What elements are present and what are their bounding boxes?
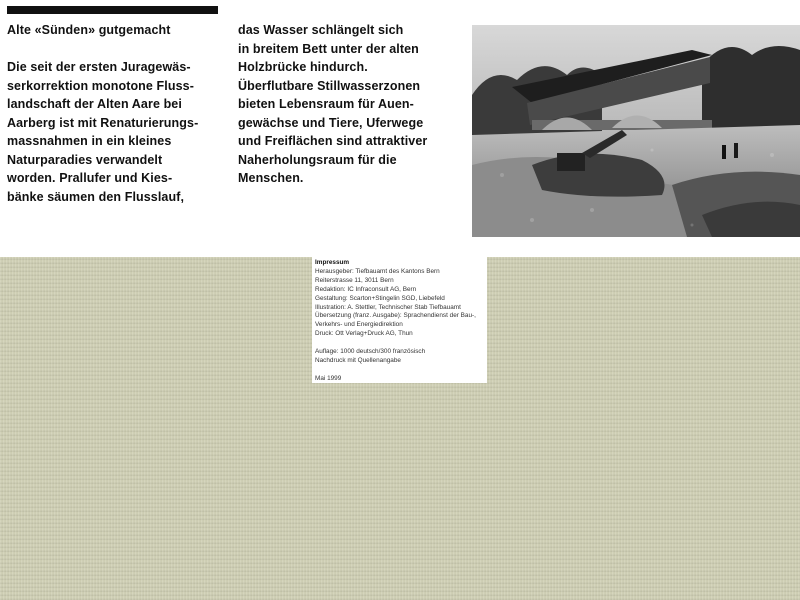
impressum-box xyxy=(312,257,487,383)
impressum-line: Gestaltung: Scarton+Stingelin SGD, Liebefeld xyxy=(315,294,445,302)
impressum-line: Herausgeber: Tiefbauamt des Kantons Bern xyxy=(315,267,440,275)
text-line: Holzbrücke hindurch. xyxy=(238,60,368,74)
text-line: in breitem Bett unter der alten xyxy=(238,41,419,56)
river-bridge-photo xyxy=(472,25,800,237)
text-line: und Freiflächen sind attraktiver xyxy=(238,134,428,148)
text-line: serkorrektion monotone Fluss- xyxy=(7,78,194,93)
impressum-title: Impressum xyxy=(315,259,350,266)
impressum-line: Redaktion: IC Infraconsult AG, Bern xyxy=(315,285,417,293)
article-heading: Alte «Sünden» gutgemacht xyxy=(7,23,171,37)
text-line: massnahmen in ein kleines xyxy=(7,134,172,148)
impressum-print-line: Auflage: 1000 deutsch/300 französisch xyxy=(315,348,426,356)
text-line: Naherholungsraum für die xyxy=(238,152,397,167)
impressum-line: Übersetzung (franz. Ausgabe): Sprachendienst der Bau-, xyxy=(315,312,476,320)
text-line: das Wasser schlängelt sich xyxy=(238,23,404,37)
article-column-right xyxy=(238,21,466,188)
text-line: worden. Prallufer und Kies- xyxy=(7,171,173,185)
impressum-line: Reiterstrasse 11, 3011 Bern xyxy=(315,276,394,284)
text-line: gewächse und Tiere, Uferwege xyxy=(238,115,424,130)
text-line: landschaft der Alten Aare bei xyxy=(7,97,182,111)
text-line: Naturparadies verwandelt xyxy=(7,152,163,167)
text-line: Menschen. xyxy=(238,171,304,185)
text-line: bieten Lebensraum für Auen- xyxy=(238,97,414,111)
text-line: bänke säumen den Flusslauf, xyxy=(7,189,185,204)
text-line: Aarberg ist mit Renaturierungs- xyxy=(7,115,199,130)
text-line: Überflutbare Stillwasserzonen xyxy=(238,78,421,93)
impressum-print-line: Nachdruck mit Quellenangabe xyxy=(315,356,401,364)
impressum-date: Mai 1999 xyxy=(315,374,342,382)
impressum-line: Illustration: A. Stettler, Technischer Stab Tiefbauamt xyxy=(315,303,461,311)
article-page xyxy=(0,0,800,257)
impressum-line: Verkehrs- und Energiedirektion xyxy=(315,321,403,329)
impressum-line: Druck: Ott Verlag+Druck AG, Thun xyxy=(315,330,413,338)
header-rule xyxy=(7,6,218,14)
article-column-left xyxy=(7,21,229,206)
text-line: Die seit der ersten Juragewäs- xyxy=(7,60,191,74)
